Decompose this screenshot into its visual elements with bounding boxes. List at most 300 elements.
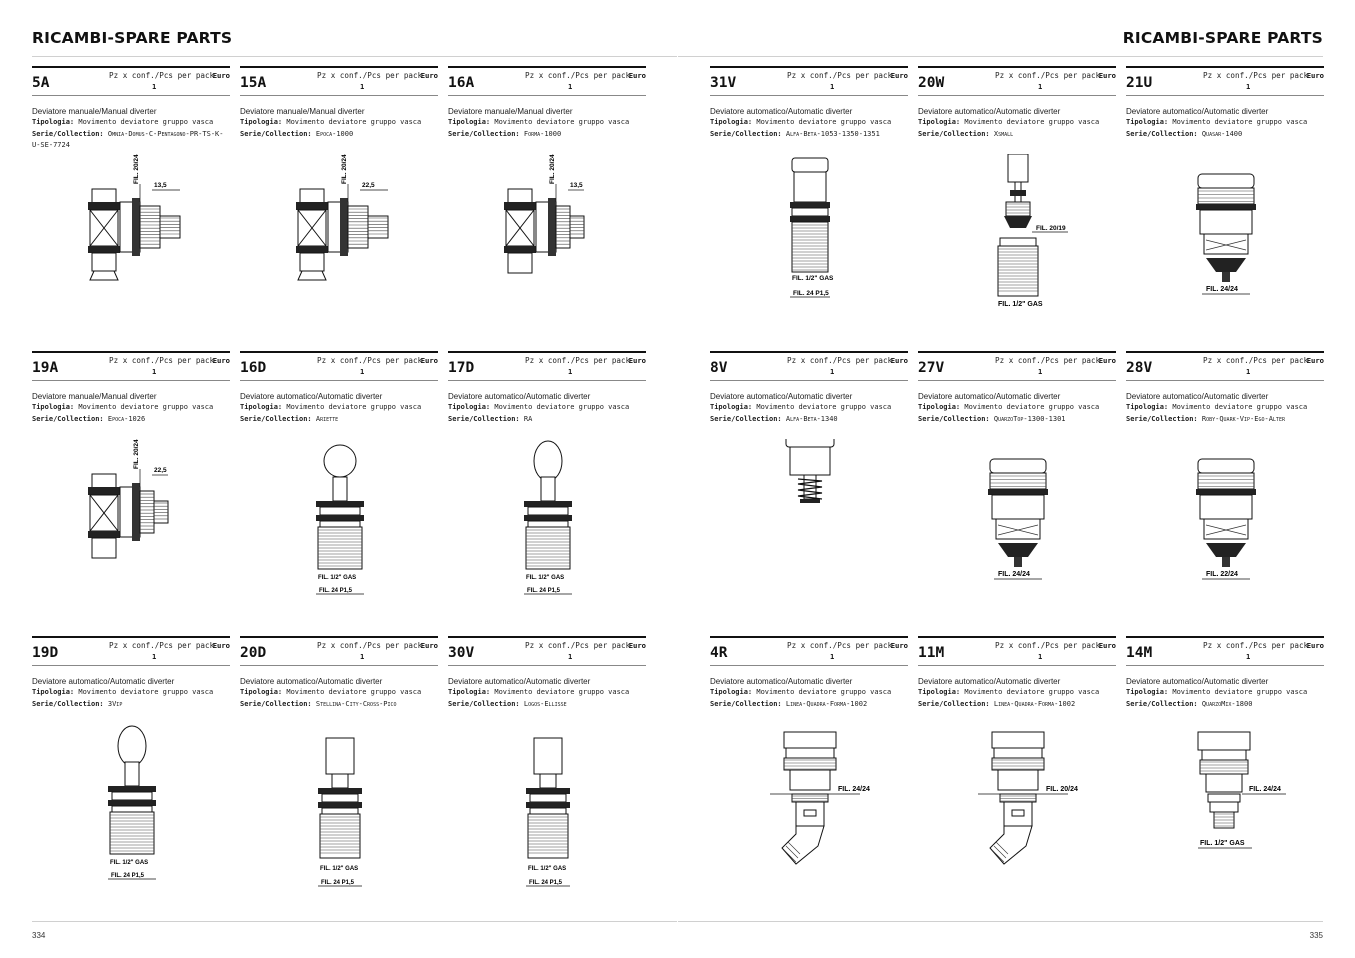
type-label: Tipologia: (918, 688, 961, 697)
pack-quantity: 1 (152, 652, 157, 661)
series-label: Serie/Collection: (448, 414, 520, 423)
type-label: Tipologia: (1126, 688, 1169, 697)
diverter-drawing (1126, 439, 1324, 619)
series-line (448, 699, 646, 710)
pack-label: Pz x conf./Pcs per pack (109, 641, 215, 650)
series-value: Epoca-1026 (107, 414, 146, 423)
type-line (1126, 117, 1324, 128)
card-top-rule (1126, 66, 1324, 68)
type-value: Movimento deviatore gruppo vasca (964, 688, 1100, 697)
type-label: Tipologia: (240, 403, 283, 412)
svg-text:FIL. 24/24: FIL. 24/24 (838, 786, 870, 793)
pack-label: Pz x conf./Pcs per pack (317, 356, 423, 365)
pack-label: Pz x conf./Pcs per pack (787, 71, 893, 80)
diverter-drawing (710, 439, 908, 619)
card-sub-rule (32, 380, 230, 381)
card-sub-rule (918, 380, 1116, 381)
card-top-rule (240, 351, 438, 353)
description-text: Deviatore automatico/Automatic diverter (1126, 107, 1269, 116)
card-sub-rule (710, 665, 908, 666)
series-value: Roby-Quark-Vip-Ego-Alter (1201, 414, 1285, 423)
description-text: Deviatore automatico/Automatic diverter (710, 677, 853, 686)
type-label: Tipologia: (918, 403, 961, 412)
svg-text:13,5: 13,5 (570, 182, 583, 189)
page-title-right: RICAMBI-SPARE PARTS (1122, 29, 1323, 47)
part-code: 30V (448, 645, 475, 661)
part-description (1126, 391, 1324, 425)
series-line (710, 699, 908, 710)
pack-label: Pz x conf./Pcs per pack (1203, 71, 1309, 80)
series-line (448, 129, 646, 140)
euro-label: Euro (628, 641, 646, 650)
type-label: Tipologia: (32, 118, 75, 127)
type-line (448, 402, 646, 413)
pack-quantity: 1 (1246, 367, 1251, 376)
part-description (32, 106, 230, 151)
pack-quantity: 1 (568, 82, 573, 91)
pack-label: Pz x conf./Pcs per pack (787, 356, 893, 365)
card-top-rule (918, 66, 1116, 68)
card-top-rule (918, 351, 1116, 353)
description-text: Deviatore automatico/Automatic diverter (1126, 392, 1269, 401)
type-line (32, 402, 230, 413)
type-label: Tipologia: (240, 688, 283, 697)
part-card (710, 351, 908, 621)
description-text: Deviatore automatico/Automatic diverter (710, 392, 853, 401)
diverter-drawing (240, 724, 438, 904)
series-label: Serie/Collection: (32, 129, 104, 138)
diverter-drawing (32, 724, 230, 904)
svg-text:FIL. 1/2" GAS: FIL. 1/2" GAS (1200, 840, 1245, 847)
type-line (32, 687, 230, 698)
pack-label: Pz x conf./Pcs per pack (995, 356, 1101, 365)
card-sub-rule (240, 95, 438, 96)
footer-divider (32, 921, 677, 922)
svg-text:FIL. 1/2" GAS: FIL. 1/2" GAS (110, 860, 149, 866)
part-description (240, 391, 438, 425)
part-card (240, 66, 438, 336)
type-value: Movimento deviatore gruppo vasca (78, 403, 214, 412)
description-text: Deviatore automatico/Automatic diverter (448, 677, 591, 686)
technical-drawing (1126, 154, 1324, 334)
svg-text:FIL. 24/24: FIL. 24/24 (1249, 786, 1281, 793)
diverter-drawing (710, 154, 908, 334)
type-line (448, 687, 646, 698)
diverter-drawing (240, 154, 438, 334)
type-value: Movimento deviatore gruppo vasca (78, 118, 214, 127)
description-text: Deviatore manuale/Manual diverter (448, 107, 573, 116)
svg-text:FIL. 1/2" GAS: FIL. 1/2" GAS (998, 301, 1043, 308)
diverter-drawing (240, 439, 438, 619)
pack-quantity: 1 (568, 367, 573, 376)
part-description (240, 106, 438, 140)
euro-label: Euro (420, 356, 438, 365)
pack-label: Pz x conf./Pcs per pack (1203, 356, 1309, 365)
euro-label: Euro (890, 71, 908, 80)
svg-text:FIL. 24 P1,5: FIL. 24 P1,5 (793, 290, 829, 297)
technical-drawing (710, 439, 908, 619)
pack-quantity: 1 (1038, 82, 1043, 91)
diverter-drawing (32, 439, 230, 619)
part-code: 5A (32, 75, 50, 91)
svg-text:FIL. 1/2" GAS: FIL. 1/2" GAS (526, 575, 565, 581)
series-line (1126, 699, 1324, 710)
type-label: Tipologia: (32, 403, 75, 412)
type-label: Tipologia: (710, 688, 753, 697)
part-code: 8V (710, 360, 728, 376)
diverter-drawing (918, 724, 1116, 904)
diverter-drawing (710, 724, 908, 904)
part-code: 15A (240, 75, 267, 91)
card-top-rule (32, 351, 230, 353)
pack-quantity: 1 (360, 652, 365, 661)
part-code: 21U (1126, 75, 1153, 91)
svg-text:FIL. 20/24: FIL. 20/24 (341, 154, 348, 184)
svg-text:FIL. 1/2" GAS: FIL. 1/2" GAS (318, 575, 357, 581)
type-value: Movimento deviatore gruppo vasca (286, 403, 422, 412)
technical-drawing (240, 154, 438, 334)
type-line (240, 402, 438, 413)
pack-quantity: 1 (1246, 652, 1251, 661)
part-code: 17D (448, 360, 475, 376)
type-line (710, 402, 908, 413)
series-line (32, 129, 230, 152)
svg-text:13,5: 13,5 (154, 182, 167, 189)
series-value: QuarzoTop-1300-1301 (993, 414, 1066, 423)
part-card (32, 636, 230, 906)
part-code: 20D (240, 645, 267, 661)
diverter-drawing (918, 154, 1116, 334)
card-top-rule (1126, 636, 1324, 638)
card-sub-rule (448, 380, 646, 381)
description-text: Deviatore automatico/Automatic diverter (240, 392, 383, 401)
part-card (1126, 351, 1324, 621)
svg-text:FIL. 1/2" GAS: FIL. 1/2" GAS (320, 866, 359, 872)
euro-label: Euro (890, 356, 908, 365)
euro-label: Euro (1306, 356, 1324, 365)
part-card (448, 66, 646, 336)
pack-label: Pz x conf./Pcs per pack (995, 641, 1101, 650)
series-label: Serie/Collection: (32, 699, 104, 708)
diverter-drawing (1126, 724, 1324, 904)
type-value: Movimento deviatore gruppo vasca (756, 688, 892, 697)
part-description (710, 106, 908, 140)
part-description (448, 391, 646, 425)
pack-label: Pz x conf./Pcs per pack (525, 71, 631, 80)
description-text: Deviatore automatico/Automatic diverter (918, 392, 1061, 401)
type-label: Tipologia: (448, 403, 491, 412)
series-value: Linea-Quadra-Forma-1002 (785, 699, 868, 708)
technical-drawing (448, 439, 646, 619)
pack-quantity: 1 (1038, 652, 1043, 661)
part-description (32, 391, 230, 425)
technical-drawing (918, 154, 1116, 334)
card-sub-rule (1126, 665, 1324, 666)
technical-drawing (448, 724, 646, 904)
svg-text:FIL. 20/24: FIL. 20/24 (549, 154, 556, 184)
svg-text:FIL. 1/2" GAS: FIL. 1/2" GAS (792, 275, 834, 282)
diverter-drawing (1126, 154, 1324, 334)
card-sub-rule (710, 95, 908, 96)
pack-quantity: 1 (1246, 82, 1251, 91)
type-line (918, 117, 1116, 128)
part-card (448, 636, 646, 906)
euro-label: Euro (1098, 356, 1116, 365)
pack-label: Pz x conf./Pcs per pack (525, 356, 631, 365)
type-line (448, 117, 646, 128)
series-value: Alfa-Beta-1340 (785, 414, 838, 423)
series-line (918, 129, 1116, 140)
svg-text:FIL. 24 P1,5: FIL. 24 P1,5 (527, 588, 561, 594)
series-label: Serie/Collection: (240, 699, 312, 708)
type-label: Tipologia: (710, 403, 753, 412)
pack-quantity: 1 (830, 652, 835, 661)
part-card (1126, 636, 1324, 906)
type-label: Tipologia: (710, 118, 753, 127)
type-value: Movimento deviatore gruppo vasca (756, 118, 892, 127)
svg-text:FIL. 22/24: FIL. 22/24 (1206, 571, 1238, 578)
svg-text:FIL. 24 P1,5: FIL. 24 P1,5 (321, 880, 355, 886)
technical-drawing (918, 439, 1116, 619)
series-label: Serie/Collection: (918, 699, 990, 708)
series-value: RA (523, 414, 533, 423)
pack-quantity: 1 (1038, 367, 1043, 376)
series-label: Serie/Collection: (448, 129, 520, 138)
card-sub-rule (32, 95, 230, 96)
technical-drawing (240, 439, 438, 619)
card-top-rule (1126, 351, 1324, 353)
diverter-drawing (448, 154, 646, 334)
series-label: Serie/Collection: (710, 129, 782, 138)
technical-drawing (710, 724, 908, 904)
svg-text:FIL. 1/2" GAS: FIL. 1/2" GAS (528, 866, 567, 872)
type-line (918, 687, 1116, 698)
svg-text:FIL. 20/24: FIL. 20/24 (133, 439, 140, 469)
description-text: Deviatore manuale/Manual diverter (32, 107, 157, 116)
series-label: Serie/Collection: (448, 699, 520, 708)
part-code: 16A (448, 75, 475, 91)
series-line (240, 414, 438, 425)
svg-text:22,5: 22,5 (154, 467, 167, 474)
card-sub-rule (710, 380, 908, 381)
card-sub-rule (448, 95, 646, 96)
description-text: Deviatore automatico/Automatic diverter (918, 107, 1061, 116)
diverter-drawing (448, 439, 646, 619)
technical-drawing (1126, 439, 1324, 619)
card-top-rule (240, 636, 438, 638)
part-card (240, 351, 438, 621)
card-sub-rule (448, 665, 646, 666)
part-code: 19A (32, 360, 59, 376)
series-label: Serie/Collection: (1126, 414, 1198, 423)
type-value: Movimento deviatore gruppo vasca (494, 688, 630, 697)
part-description (448, 106, 646, 140)
description-text: Deviatore automatico/Automatic diverter (918, 677, 1061, 686)
series-line (32, 699, 230, 710)
header-divider (678, 56, 1323, 57)
card-top-rule (710, 636, 908, 638)
pack-quantity: 1 (152, 367, 157, 376)
pack-label: Pz x conf./Pcs per pack (787, 641, 893, 650)
series-label: Serie/Collection: (918, 414, 990, 423)
euro-label: Euro (1098, 641, 1116, 650)
series-value: Ariette (315, 414, 339, 423)
part-code: 20W (918, 75, 945, 91)
euro-label: Euro (628, 71, 646, 80)
description-text: Deviatore automatico/Automatic diverter (1126, 677, 1269, 686)
card-sub-rule (240, 665, 438, 666)
card-top-rule (710, 351, 908, 353)
part-description (918, 676, 1116, 710)
series-value: Linea-Quadra-Forma-1002 (993, 699, 1076, 708)
type-value: Movimento deviatore gruppo vasca (1172, 688, 1308, 697)
technical-drawing (32, 439, 230, 619)
diverter-drawing (32, 154, 230, 334)
card-top-rule (710, 66, 908, 68)
series-line (1126, 129, 1324, 140)
pack-quantity: 1 (568, 652, 573, 661)
pack-label: Pz x conf./Pcs per pack (317, 641, 423, 650)
type-line (710, 687, 908, 698)
part-description (710, 391, 908, 425)
card-sub-rule (918, 665, 1116, 666)
series-line (918, 414, 1116, 425)
part-code: 11M (918, 645, 945, 661)
diverter-drawing (918, 439, 1116, 619)
part-card (32, 66, 230, 336)
part-card (918, 636, 1116, 906)
diverter-drawing (448, 724, 646, 904)
technical-drawing (32, 724, 230, 904)
series-label: Serie/Collection: (710, 699, 782, 708)
series-label: Serie/Collection: (240, 414, 312, 423)
svg-text:22,5: 22,5 (362, 182, 375, 189)
pack-label: Pz x conf./Pcs per pack (109, 356, 215, 365)
svg-text:FIL. 20/19: FIL. 20/19 (1036, 225, 1066, 232)
type-label: Tipologia: (918, 118, 961, 127)
technical-drawing (710, 154, 908, 334)
series-line (240, 129, 438, 140)
technical-drawing (1126, 724, 1324, 904)
part-code: 31V (710, 75, 737, 91)
type-line (1126, 687, 1324, 698)
technical-drawing (918, 724, 1116, 904)
series-value: Epoca-1000 (315, 129, 354, 138)
pack-quantity: 1 (360, 367, 365, 376)
euro-label: Euro (420, 71, 438, 80)
pack-label: Pz x conf./Pcs per pack (317, 71, 423, 80)
pack-quantity: 1 (830, 82, 835, 91)
part-code: 27V (918, 360, 945, 376)
euro-label: Euro (212, 356, 230, 365)
series-label: Serie/Collection: (1126, 129, 1198, 138)
part-card (918, 66, 1116, 336)
series-line (240, 699, 438, 710)
type-value: Movimento deviatore gruppo vasca (286, 118, 422, 127)
type-line (710, 117, 908, 128)
euro-label: Euro (212, 641, 230, 650)
part-description (918, 106, 1116, 140)
part-code: 28V (1126, 360, 1153, 376)
series-label: Serie/Collection: (240, 129, 312, 138)
svg-text:FIL. 24/24: FIL. 24/24 (998, 571, 1030, 578)
svg-text:FIL. 24 P1,5: FIL. 24 P1,5 (529, 880, 563, 886)
card-top-rule (448, 66, 646, 68)
card-sub-rule (918, 95, 1116, 96)
part-card (32, 351, 230, 621)
type-value: Movimento deviatore gruppo vasca (964, 403, 1100, 412)
part-description (240, 676, 438, 710)
type-line (240, 117, 438, 128)
series-value: Logos-Ellisse (523, 699, 567, 708)
series-value: Alfa-Beta-1053-1350-1351 (785, 129, 880, 138)
part-card (918, 351, 1116, 621)
card-sub-rule (240, 380, 438, 381)
type-line (918, 402, 1116, 413)
type-value: Movimento deviatore gruppo vasca (78, 688, 214, 697)
series-line (32, 414, 230, 425)
part-description (918, 391, 1116, 425)
euro-label: Euro (420, 641, 438, 650)
card-sub-rule (1126, 380, 1324, 381)
card-top-rule (32, 636, 230, 638)
part-description (448, 676, 646, 710)
footer-divider (678, 921, 1323, 922)
type-label: Tipologia: (1126, 403, 1169, 412)
type-value: Movimento deviatore gruppo vasca (756, 403, 892, 412)
type-value: Movimento deviatore gruppo vasca (964, 118, 1100, 127)
series-line (448, 414, 646, 425)
description-text: Deviatore manuale/Manual diverter (32, 392, 157, 401)
euro-label: Euro (212, 71, 230, 80)
series-label: Serie/Collection: (1126, 699, 1198, 708)
type-label: Tipologia: (448, 688, 491, 697)
svg-text:FIL. 24/24: FIL. 24/24 (1206, 286, 1238, 293)
page-title-left: RICAMBI-SPARE PARTS (32, 29, 233, 47)
part-description (710, 676, 908, 710)
part-code: 4R (710, 645, 728, 661)
type-label: Tipologia: (1126, 118, 1169, 127)
page-number-left: 334 (32, 931, 46, 940)
pack-label: Pz x conf./Pcs per pack (995, 71, 1101, 80)
series-value: QuarzoMix-1800 (1201, 699, 1253, 708)
card-sub-rule (1126, 95, 1324, 96)
technical-drawing (240, 724, 438, 904)
series-value: Forma-1000 (523, 129, 562, 138)
technical-drawing (448, 154, 646, 334)
card-sub-rule (32, 665, 230, 666)
series-label: Serie/Collection: (32, 414, 104, 423)
type-label: Tipologia: (448, 118, 491, 127)
series-line (710, 414, 908, 425)
svg-text:FIL. 20/24: FIL. 20/24 (1046, 786, 1078, 793)
euro-label: Euro (628, 356, 646, 365)
card-top-rule (448, 351, 646, 353)
type-label: Tipologia: (32, 688, 75, 697)
header-divider (32, 56, 677, 57)
series-label: Serie/Collection: (710, 414, 782, 423)
series-value: Omnia-Domus-C-Pentagono-PR-TS-K-U-SE-7724 (32, 129, 224, 149)
part-code: 19D (32, 645, 59, 661)
card-top-rule (448, 636, 646, 638)
part-description (1126, 676, 1324, 710)
pack-label: Pz x conf./Pcs per pack (525, 641, 631, 650)
description-text: Deviatore automatico/Automatic diverter (240, 677, 383, 686)
pack-quantity: 1 (830, 367, 835, 376)
series-line (918, 699, 1116, 710)
part-card (240, 636, 438, 906)
type-value: Movimento deviatore gruppo vasca (494, 403, 630, 412)
